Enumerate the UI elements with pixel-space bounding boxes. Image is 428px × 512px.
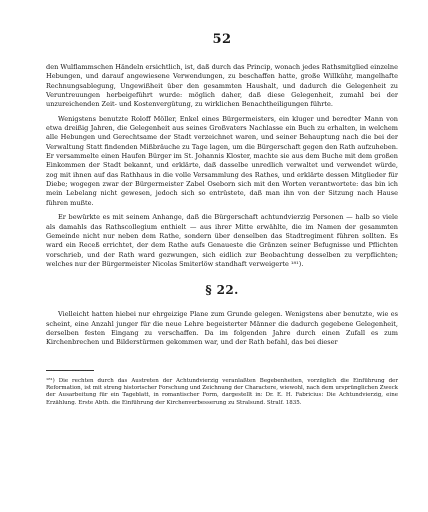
paragraph-2: Wenigstens benutzte Roloff Möller, Enkel eines Bürgermeisters, ein kluger und beredter Mann von etwa dreißig Jahren, die Gelegenheit aus seines Großvaters Nachlasse ein Buch zu erhalten, in welchem alle Hebungen und Gerechtsame der Stadt verzeichnet waren, und seiner Behauptung nach die bei der Verwaltung Statt findenden Mißbräuche zu Tage lagen, um die Bürgerschaft gegen den Rath aufzuheben. Er versammelte einen Haufen Bürger im St. Johannis Kloster, machte sie aus dem Buche mit dem großen Einkommen der Stadt bekannt, und erklärte, daß dasselbe unredlich verwaltet und verwendet würde, zog mit ihnen auf das Rathhaus in die volle Versammlung des Rathes, und erklärte dessen Mitglieder für Diebe; wogegen zwar der Bürgermeister Zabel Oseborn sich mit den Worten verantwortete: das bin ich mein Lebelang nicht gewesen, jedoch sich so entrüstete, daß man ihn von der Sitzung nach Hause führen mußte. (46, 114, 398, 207)
section-paragraph: Vielleicht hatten hiebei nur ehrgeizige Plane zum Grunde gelegen. Wenigstens aber benutzte, wie es scheint, eine Anzahl junger für die neue Lehre begeisterter Männer die dadurch gegebene Gelegenheit, derselben festen Eingang zu verschaffen. Da im folgenden Jahre durch einen Zufall es zum Kirchenbrechen und Bilderstürmen gekommen war, und der Rath befahl, das bei dieser (46, 310, 398, 347)
paragraph-3: Er bewürkte es mit seinem Anhange, daß die Bürgerschaft achtundvierzig Personen — halb so viele als damahls das Rathscollegium enthielt — aus ihrer Mitte erwählte, die im Namen der gesammten Gemeinde nicht nur neben dem Rathe, sondern über denselben das Stadtregiment führen sollten. Es ward ein Receß errichtet, der dem Rathe aufs Genaueste die Gränzen seiner Befugnisse und Pflichten vorschrieb, und der Rath ward gezwungen, sich eidlich zur Beobachtung desselben zu verpflichten; welches nur der Bürgermeister Nicolas Smiterlöw standhaft verweigerte ¹⁸¹). (46, 213, 398, 268)
footnote-divider (46, 370, 94, 371)
footnote: ¹⁸¹) Die rechten durch das Austreten der Achtundvierzig veranlaßten Begebenheiten, vorzüglich die Einführung der Reformation, ist mit streng historischer Forschung und Zeichnung der Charactere, wiewohl, nach dem ursprünglichen Zweck der Ausarbeitung für ein Tageblatt, in romantischer Form, dargestellt in: Dr. E. H. Fabricius: Die Achtundvierzig, eine Erzählung. Erste Abth. die Einführung der Kirchenverbesserung zu Stralsund. Stralf. 1835. (46, 377, 398, 406)
page-number: 52 (212, 32, 232, 47)
paragraph-1: den Wulflammschen Händeln ersichtlich, ist, daß durch das Princip, wonach jedes Rathsmitglied einzelne Hebungen, und darauf angewiesene Verwendungen, zu beschaffen hatte, große Willkühr, mangelhafte Rechnungsablegung, Ungewißheit über den gesammten Haushalt, und dadurch die Gelegenheit zu Veruntreuungen herbeigeführt wurde: möglich daher, daß diese Gelegenheit, zumahl bei der unzureichenden Zeit- und Kostenvergütung, zu wirklichen Benachtheiligungen führte. (46, 63, 398, 109)
section-heading: § 22. (205, 283, 239, 298)
